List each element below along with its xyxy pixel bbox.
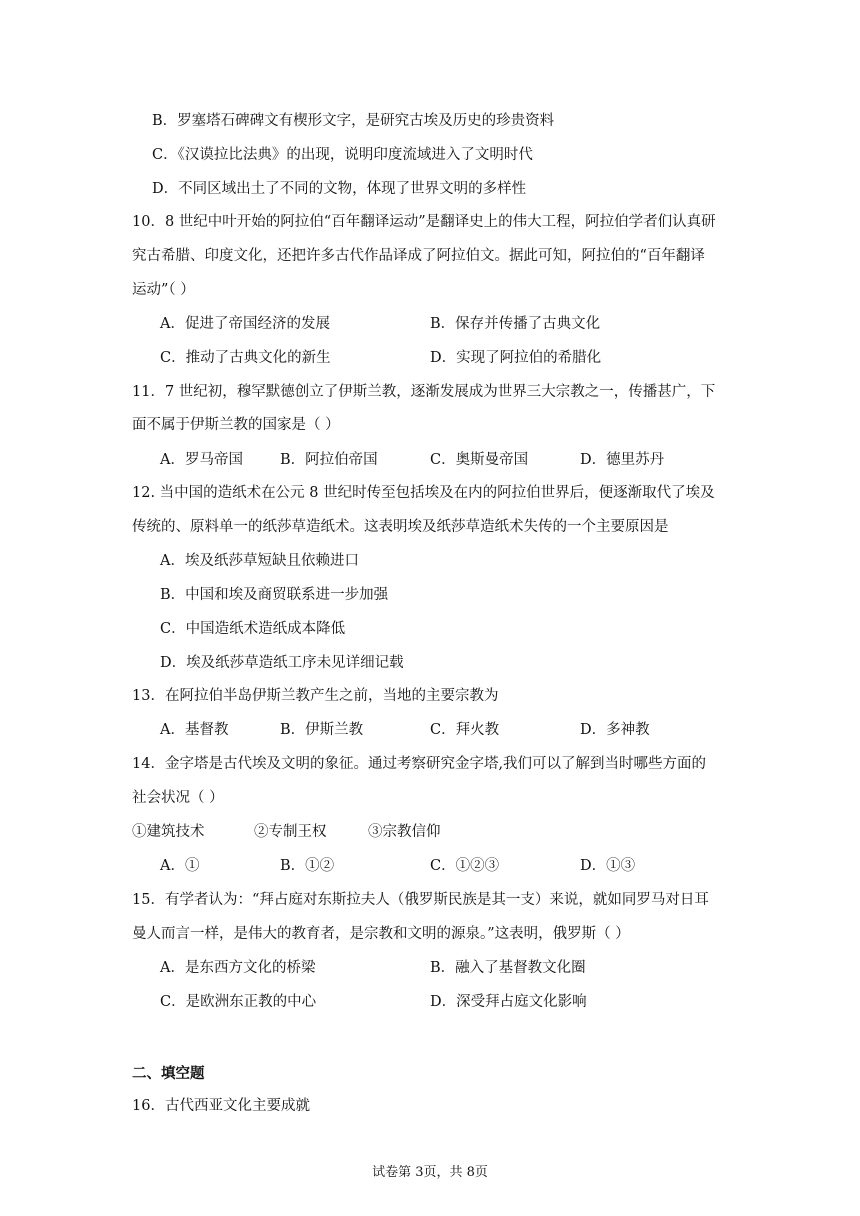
q12-stem-line1: 12. 当中国的造纸术在公元 8 世纪时传至包括埃及在内的阿拉伯世界后，便逐渐取代了埃及 xyxy=(132,485,715,501)
q11-stem-line1: 11．7 世纪初，穆罕默德创立了伊斯兰教，逐渐发展成为世界三大宗教之一，传播甚广，下 xyxy=(132,384,716,400)
q13-option-d: D．多神教 xyxy=(580,722,650,738)
q12-stem-line2: 传统的、原料单一的纸莎草造纸术。这表明埃及纸莎草造纸术失传的一个主要原因是 xyxy=(132,519,669,535)
q14-item-1: ①建筑技术 xyxy=(132,824,205,840)
q15-option-a: A．是东西方文化的桥梁 xyxy=(160,960,316,976)
q11-option-d: D．德里苏丹 xyxy=(580,452,665,468)
q14-stem-line2: 社会状况（ ） xyxy=(132,790,224,806)
q14-stem-line1: 14．金字塔是古代埃及文明的象征。通过考察研究金字塔,我们可以了解到当时哪些方面的 xyxy=(132,756,707,772)
q12-option-b: B．中国和埃及商贸联系进一步加强 xyxy=(160,587,389,603)
q13-option-a: A．基督教 xyxy=(160,722,229,738)
q11-option-a: A．罗马帝国 xyxy=(160,452,243,468)
q10-option-c: C．推动了古典文化的新生 xyxy=(160,350,331,366)
q10-option-b: B．保存并传播了古典文化 xyxy=(430,316,601,332)
q9-option-d: D．不同区域出土了不同的文物，体现了世界文明的多样性 xyxy=(152,181,527,197)
q11-stem-line2: 面不属于伊斯兰教的国家是（ ） xyxy=(132,417,340,433)
q10-stem-line3: 运动”（ ） xyxy=(132,282,195,298)
q13-option-c: C．拜火教 xyxy=(430,722,500,738)
page-footer: 试卷第 3页，共 8页 xyxy=(372,1165,488,1180)
q14-option-a: A．① xyxy=(160,858,200,874)
q9-option-c: C．《汉谟拉比法典》的出现，说明印度流域进入了文明时代 xyxy=(152,147,533,163)
q14-option-b: B．①② xyxy=(280,858,335,874)
q13-stem: 13．在阿拉伯半岛伊斯兰教产生之前，当地的主要宗教为 xyxy=(132,688,499,704)
q10-stem-line1: 10．8 世纪中叶开始的阿拉伯“百年翻译运动”是翻译史上的伟大工程，阿拉伯学者们认真研 xyxy=(132,214,716,230)
q14-item-3: ③宗教信仰 xyxy=(368,824,441,840)
q14-option-d: D．①③ xyxy=(580,858,636,874)
q15-option-c: C．是欧洲东正教的中心 xyxy=(160,994,317,1010)
q15-option-d: D．深受拜占庭文化影响 xyxy=(430,994,587,1010)
q14-option-c: C．①②③ xyxy=(430,858,500,874)
q10-option-d: D．实现了阿拉伯的希腊化 xyxy=(430,350,602,366)
q9-option-b: B．罗塞塔石碑碑文有楔形文字，是研究古埃及历史的珍贵资料 xyxy=(152,113,555,129)
q12-option-d: D．埃及纸莎草造纸工序未见详细记载 xyxy=(160,655,404,671)
q12-option-a: A．埃及纸莎草短缺且依赖进口 xyxy=(160,553,359,569)
q15-option-b: B．融入了基督教文化圈 xyxy=(430,960,586,976)
q15-stem-line1: 15．有学者认为：“拜占庭对东斯拉夫人（俄罗斯民族是其一支）来说，就如同罗马对日耳 xyxy=(132,892,709,908)
section-heading-fill-in: 二、填空题 xyxy=(132,1065,205,1082)
q14-item-2: ②专制王权 xyxy=(254,824,327,840)
q10-option-a: A．促进了帝国经济的发展 xyxy=(160,316,330,332)
q11-option-c: C．奥斯曼帝国 xyxy=(430,452,529,468)
q12-option-c: C．中国造纸术造纸成本降低 xyxy=(160,621,346,637)
q13-option-b: B．伊斯兰教 xyxy=(280,722,364,738)
q10-stem-line2: 究古希腊、印度文化，还把许多古代作品译成了阿拉伯文。据此可知，阿拉伯的“百年翻译 xyxy=(132,248,705,264)
q16-stem: 16．古代西亚文化主要成就 xyxy=(132,1098,310,1114)
q11-option-b: B．阿拉伯帝国 xyxy=(280,452,378,468)
q15-stem-line2: 曼人而言一样，是伟大的教育者，是宗教和文明的源泉。”这表明，俄罗斯（ ） xyxy=(132,926,630,942)
